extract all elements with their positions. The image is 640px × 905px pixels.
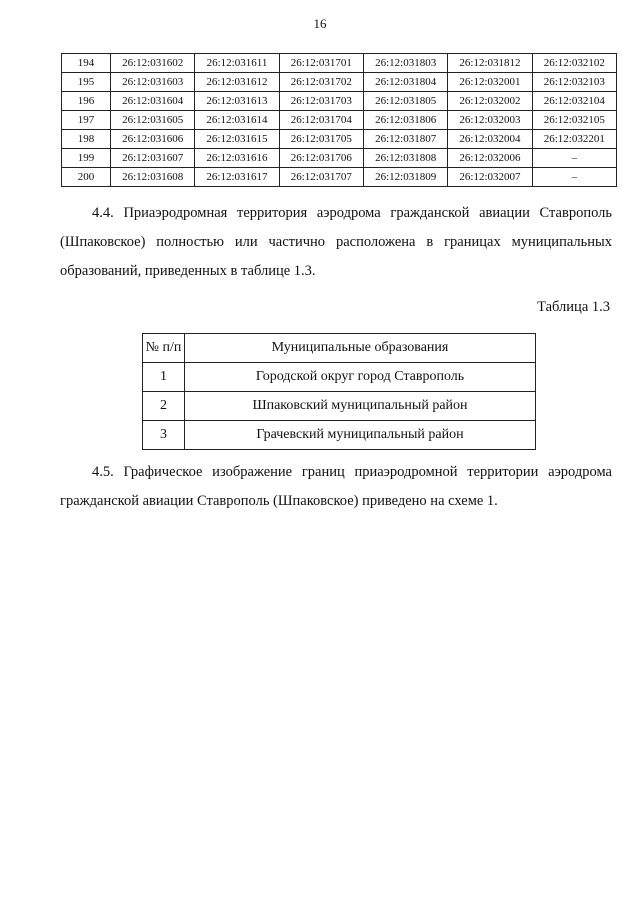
municipalities-table: [142, 333, 536, 450]
cadastral-number-cell: 26:12:031617: [195, 168, 279, 187]
cadastral-number-cell: 26:12:032104: [532, 92, 616, 111]
paragraph-4-5: 4.5. Графическое изображение границ приаэродромной территории аэродрома гражданской авиации Ставрополь (Шпаковское) приведено на схеме 1.: [60, 464, 612, 509]
row-number-cell: 197: [62, 111, 111, 130]
row-number-cell: 196: [62, 92, 111, 111]
page-number: 16: [313, 16, 327, 31]
column-header-municipality: Муниципальные образования: [185, 334, 536, 363]
table-row: [62, 73, 617, 92]
row-number-cell: 198: [62, 130, 111, 149]
table-row: [62, 111, 617, 130]
table-row: [143, 363, 536, 392]
table-row: [143, 421, 536, 450]
cadastral-number-cell: 26:12:031706: [279, 149, 363, 168]
cadastral-number-cell: 26:12:031807: [363, 130, 447, 149]
cadastral-number-cell: 26:12:031812: [448, 54, 532, 73]
cadastral-number-cell: 26:12:031701: [279, 54, 363, 73]
cadastral-number-cell: 26:12:031614: [195, 111, 279, 130]
cadastral-number-cell: 26:12:031703: [279, 92, 363, 111]
row-number-cell: 195: [62, 73, 111, 92]
row-number-cell: 194: [62, 54, 111, 73]
paragraph-4-4: 4.4. Приаэродромная территория аэродрома гражданской авиации Ставрополь (Шпаковское) полностью или частично расположена в границах муниципальных образований, приведенных в таблице 1.3.: [60, 205, 612, 279]
cadastral-number-cell: 26:12:031809: [363, 168, 447, 187]
cadastral-number-cell: 26:12:031612: [195, 73, 279, 92]
municipality-cell: Грачевский муниципальный район: [185, 421, 536, 450]
cadastral-number-cell: 26:12:031808: [363, 149, 447, 168]
cadastral-number-cell: 26:12:032002: [448, 92, 532, 111]
cadastral-number-cell: 26:12:032004: [448, 130, 532, 149]
cadastral-number-cell: 26:12:031605: [111, 111, 195, 130]
cadastral-number-cell: 26:12:032102: [532, 54, 616, 73]
cadastral-number-cell: 26:12:031704: [279, 111, 363, 130]
row-number-cell: 2: [143, 392, 185, 421]
table-header-row: [143, 334, 536, 363]
municipality-cell: Шпаковский муниципальный район: [185, 392, 536, 421]
cadastral-number-cell: 26:12:031604: [111, 92, 195, 111]
cadastral-number-cell: 26:12:031705: [279, 130, 363, 149]
row-number-cell: 1: [143, 363, 185, 392]
cadastral-number-cell: –: [532, 168, 616, 187]
cadastral-number-cell: 26:12:031611: [195, 54, 279, 73]
table-row: [62, 54, 617, 73]
table-row: [143, 392, 536, 421]
cadastral-number-cell: 26:12:031606: [111, 130, 195, 149]
cadastral-number-cell: 26:12:031607: [111, 149, 195, 168]
cadastral-numbers-table: [61, 53, 617, 187]
row-number-cell: 3: [143, 421, 185, 450]
cadastral-number-cell: 26:12:031602: [111, 54, 195, 73]
cadastral-number-cell: 26:12:031616: [195, 149, 279, 168]
table-row: [62, 130, 617, 149]
cadastral-number-cell: 26:12:032007: [448, 168, 532, 187]
cadastral-number-cell: 26:12:031702: [279, 73, 363, 92]
municipality-cell: Городской округ город Ставрополь: [185, 363, 536, 392]
cadastral-number-cell: 26:12:031603: [111, 73, 195, 92]
table-row: [62, 149, 617, 168]
cadastral-number-cell: 26:12:032003: [448, 111, 532, 130]
cadastral-number-cell: 26:12:032103: [532, 73, 616, 92]
cadastral-number-cell: 26:12:031615: [195, 130, 279, 149]
cadastral-number-cell: 26:12:031804: [363, 73, 447, 92]
row-number-cell: 199: [62, 149, 111, 168]
cadastral-number-cell: 26:12:032105: [532, 111, 616, 130]
cadastral-number-cell: 26:12:031803: [363, 54, 447, 73]
cadastral-number-cell: 26:12:031707: [279, 168, 363, 187]
cadastral-number-cell: 26:12:032001: [448, 73, 532, 92]
cadastral-number-cell: –: [532, 149, 616, 168]
table-row: [62, 168, 617, 187]
cadastral-number-cell: 26:12:032201: [532, 130, 616, 149]
table-caption: Таблица 1.3: [537, 299, 610, 315]
table-row: [62, 92, 617, 111]
row-number-cell: 200: [62, 168, 111, 187]
cadastral-number-cell: 26:12:031613: [195, 92, 279, 111]
cadastral-number-cell: 26:12:031805: [363, 92, 447, 111]
cadastral-number-cell: 26:12:031806: [363, 111, 447, 130]
cadastral-number-cell: 26:12:032006: [448, 149, 532, 168]
cadastral-number-cell: 26:12:031608: [111, 168, 195, 187]
column-header-number: № п/п: [143, 334, 185, 363]
